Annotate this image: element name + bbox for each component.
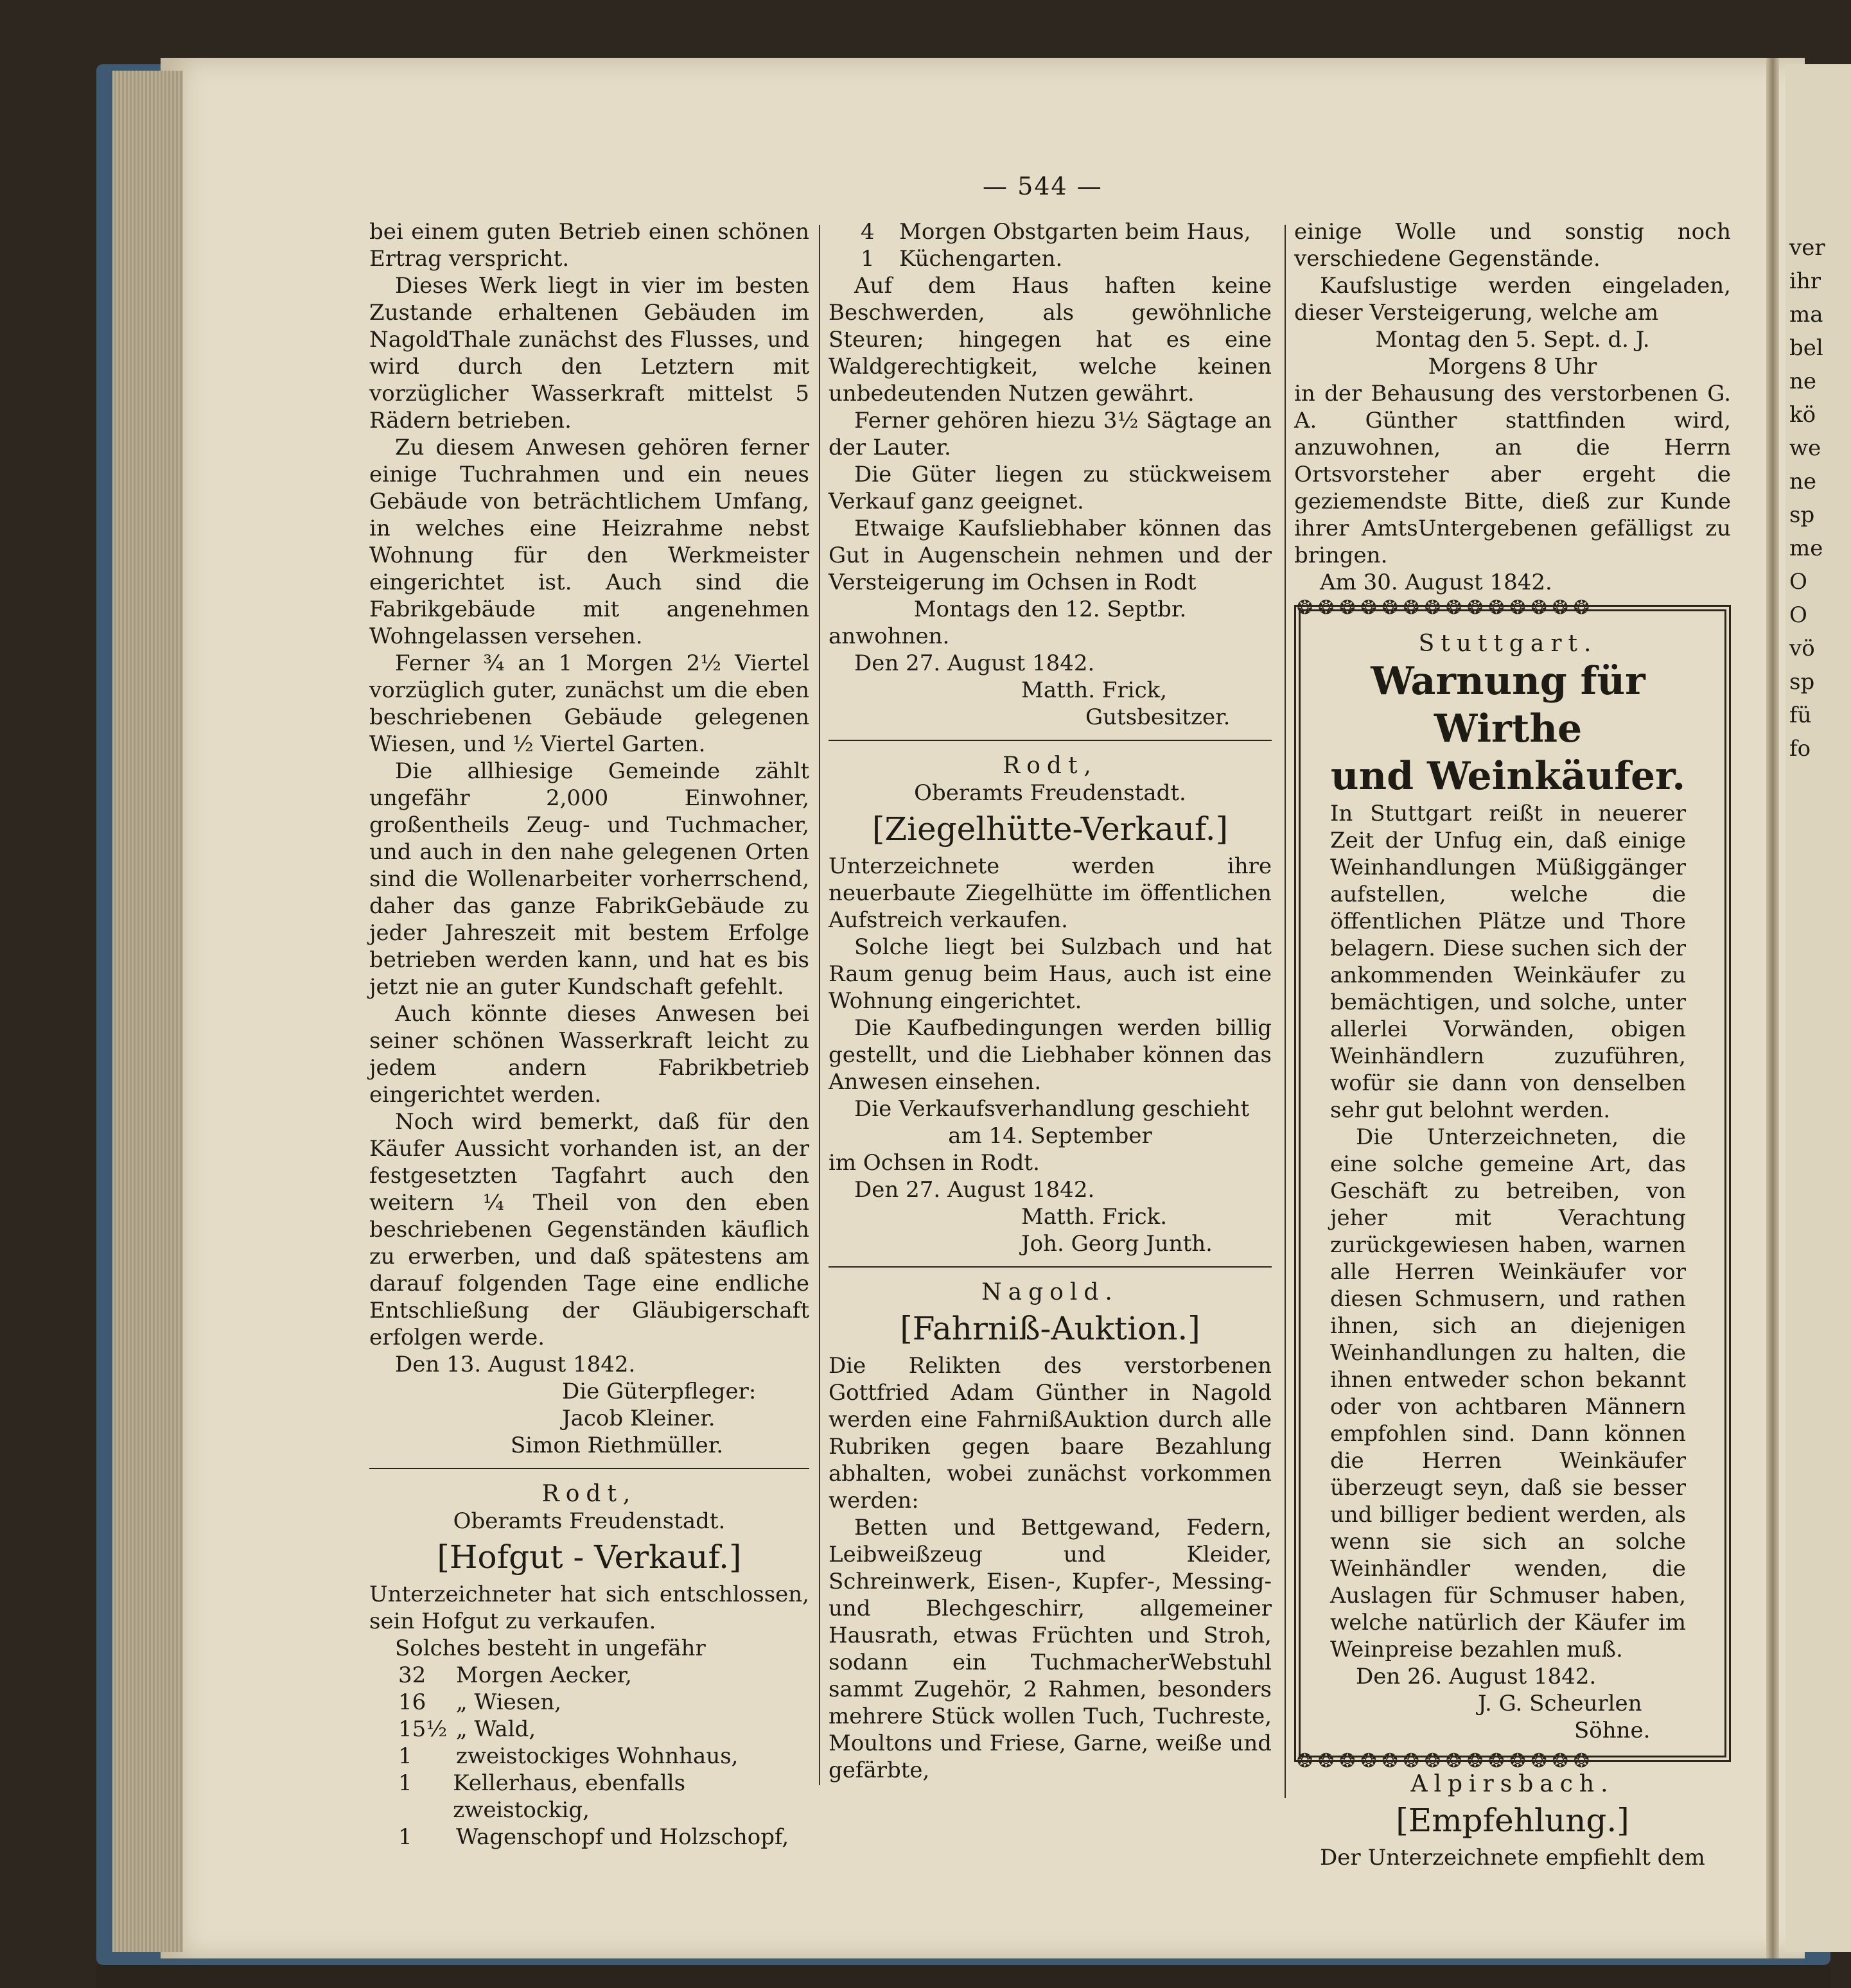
signer: Joh. Georg Junth. [1021,1231,1213,1257]
warning-title: und Weinkäufer. [1330,754,1686,799]
paragraph: in der Behausung des verstorbenen G. A. Günther stattfinden wird, anzuwohnen, an die Herrn Ortsvorsteher aber ergeht die geziemendste Bitte, dieß zur Kunde ihrer AmtsUntergebenen gefälligst zu bringen. [1294,381,1731,568]
warning-notice-frame [1294,597,1731,1772]
facing-page-fragment: fü [1789,702,1812,728]
paragraph: Dieses Werk liegt in vier im besten Zustande erhaltenen Gebäuden im NagoldThale zunächst des Flusses, und wird durch den Letztern mit vorzüglicher Wasserkraft mittelst 5 Rädern betrieben. [369,273,809,433]
date-line: Den 27. August 1842. [854,1177,1095,1203]
facing-page-fragment: kö [1789,402,1816,428]
signer-title: Die Güterpfleger: [562,1379,757,1404]
paragraph: Die Relikten des verstorbenen Gottfried Adam Günther in Nagold werden eine FahrnißAuktion durch alle Rubriken gegen baare Bezahlung abhalten, wobei zunächst vorkommen werden: [829,1353,1272,1513]
sale-day: Montag den 5. Sept. d. J. [1375,327,1650,353]
sale-time: Morgens 8 Uhr [1428,354,1597,379]
signer: Matth. Frick. [1021,1204,1168,1230]
facing-page-fragment: vö [1789,636,1815,661]
ad-heading: [Ziegelhütte-Verkauf.] [872,810,1229,848]
list-item: 15½ „ Wald, [398,1716,536,1742]
list-item: 1 Kellerhaus, ebenfalls zweistockig, [398,1770,686,1823]
date-line: Den 13. August 1842. [395,1352,636,1377]
paragraph: Unterzeichnete werden ihre neuerbaute Ziegelhütte im öffentlichen Aufstreich verkaufen. [829,853,1272,933]
facing-page-fragment: O [1789,602,1807,628]
paragraph: Die Kaufbedingungen werden billig gestellt, und die Liebhaber können das Anwesen einsehen. [829,1015,1272,1095]
book-gutter [1766,58,1779,1958]
facing-page-fragment: we [1789,435,1821,461]
ad-town: Nagold. [981,1279,1119,1305]
signer: Jacob Kleiner. [562,1406,715,1431]
column-1 [369,218,809,1851]
facing-page-fragment: bel [1789,335,1823,361]
separator [369,1468,809,1469]
table-edge [96,1965,1830,1988]
facing-page-fragment: O [1789,569,1807,595]
facing-page-fragment: ma [1789,302,1823,327]
paragraph: Betten und Bettgewand, Federn, Leibweißzeug und Kleider, Schreinwerk, Eisen-, Kupfer-, Messing- und Blechgeschirr, allgemeiner Hausrath, etwas Früchten und Stroh, sodann ein TuchmacherWebstuhl sammt Zugehör, 2 Rahmen, besonders mehrere Stück wollen Tuch, Tuchreste, Moultons und Friese, Garne, weiße und gefärbte, [829,1515,1272,1783]
sale-day: am 14. September [948,1123,1152,1149]
date-line: Am 30. August 1842. [1320,570,1552,595]
paragraph: Unterzeichneter hat sich entschlossen, sein Hofgut zu verkaufen. [369,1582,809,1634]
paragraph: Kaufslustige werden eingeladen, dieser Versteigerung, welche am [1294,273,1731,326]
list-item: 16 „ Wiesen, [398,1689,562,1715]
paragraph: Ferner ¾ an 1 Morgen 2½ Viertel vorzüglich guter, zunächst um die eben beschriebenen Gebäude gelegenen Wiesen, und ½ Viertel Garten. [369,650,809,757]
ad-town: Rodt, [541,1481,637,1507]
signer-role: Gutsbesitzer. [1085,704,1231,730]
list-item: 32 Morgen Aecker, [398,1662,632,1688]
paragraph: Die allhiesige Gemeinde zählt ungefähr 2,000 Einwohner, großentheils Zeug- und Tuchmacher, und auch in den nahe gelegenen Orten sind die Wollenarbeiter vorherrschend, daher das ganze FabrikGebäude zu jeder Jahreszeit mit bestem Erfolge betrieben werden kann, und hat es bis jetzt nie an guter Kundschaft gefehlt. [369,758,809,1000]
paragraph: Solches besteht in ungefähr [395,1635,706,1661]
paragraph: bei einem guten Betrieb einen schönen Ertrag verspricht. [369,219,809,272]
separator [829,740,1272,741]
paragraph: einige Wolle und sonstig noch verschiedene Gegenstände. [1294,219,1731,272]
list-item: 4 Morgen Obstgarten beim Haus, [861,219,1251,245]
paragraph: Solche liegt bei Sulzbach und hat Raum genug beim Haus, auch ist eine Wohnung eingerichtet. [829,934,1272,1014]
ad-heading: [Empfehlung.] [1396,1802,1629,1839]
sale-place: im Ochsen in Rodt. [829,1150,1040,1176]
facing-page-fragment: ver [1789,235,1825,261]
signer: Söhne. [1574,1718,1651,1743]
signer: J. G. Scheurlen [1478,1691,1642,1716]
column-rule [819,225,820,1785]
facing-page-fragment: me [1789,536,1823,561]
list-item: 1 Wagenschopf und Holzschopf, [398,1824,789,1850]
ornament-border-icon: ❂❂❂❂❂❂❂❂❂❂❂❂❂❂ [1297,1750,1595,1772]
ad-district: Oberamts Freudenstadt. [453,1508,726,1534]
date-line: Den 27. August 1842. [854,650,1095,676]
paragraph: Der Unterzeichnete empfiehlt dem [1320,1845,1705,1870]
facing-page [1785,64,1851,1952]
column-3 [1294,218,1731,1871]
signer: Simon Riethmüller. [511,1433,724,1458]
page-stack-edge [112,71,183,1952]
paragraph: Auf dem Haus haften keine Beschwerden, als gewöhnliche Steuren; hingegen hat es eine Waldgerechtigkeit, welche keinen unbedeutenden Nutzen gewährt. [829,273,1272,406]
facing-page-fragment: fo [1789,736,1811,762]
page-number: — 544 — [983,172,1103,200]
ornament-border-icon: ❂❂❂❂❂❂❂❂❂❂❂❂❂❂ [1297,597,1595,619]
facing-page-fragment: sp [1789,669,1815,695]
paragraph: Ferner gehören hiezu 3½ Sägtage an der Lauter. [829,408,1272,460]
list-item: 1 Küchengarten. [861,246,1063,272]
property-list [369,1662,809,1851]
facing-page-fragment: ihr [1789,268,1821,294]
paragraph: Die Unterzeichneten, die eine solche gemeine Art, das Geschäft zu betreiben, von jeher mit Verachtung zurückgewiesen haben, warnen alle Herren Weinkäufer vor diesen Schmusern, und rathen ihnen, sich an diejenigen Weinhandlungen zu halten, die ihnen entweder schon bekannt oder von achtbaren Männern empfohlen sind. Dann können die Herren Weinkäufer überzeugt seyn, daß sie besser und billiger bedient werden, als wenn sie sich an solche Weinhändler wenden, die Auslagen für Schmuser haben, welche natürlich der Käufer im Weinpreise bezahlen muß. [1330,1124,1686,1662]
facing-page-fragment: ne [1789,469,1817,494]
ad-heading: [Hofgut - Verkauf.] [437,1539,742,1576]
paragraph: Noch wird bemerkt, daß für den Käufer Aussicht vorhanden ist, an der festgesetzten Tagfahrt auch den weitern ¼ Theil von den eben beschriebenen Gegenständen käuflich zu erwerben, und daß spätestens am darauf folgenden Tage eine endliche Entschließung der Gläubigerschaft erfolgen werde. [369,1109,809,1350]
signer: Matth. Frick, [1021,677,1168,703]
ad-district: Oberamts Freudenstadt. [914,780,1186,806]
ad-town: Alpirsbach. [1410,1771,1615,1797]
ad-town: Rodt, [1003,753,1098,779]
facing-page-fragment: ne [1789,369,1817,394]
ad-heading: [Fahrniß-Auktion.] [900,1310,1200,1347]
paragraph: Die Güter liegen zu stückweisem Verkauf ganz geeignet. [829,462,1272,514]
list-item: 1 zweistockiges Wohnhaus, [398,1743,739,1769]
ad-town: Stuttgart. [1418,631,1598,657]
facing-page-fragment: sp [1789,502,1815,528]
date-line: Den 26. August 1842. [1356,1664,1597,1689]
column-2 [829,218,1272,1784]
paragraph: anwohnen. [829,623,950,649]
column-rule [1285,225,1286,1798]
sale-day: Montags den 12. Septbr. [913,597,1187,622]
paragraph: Zu diesem Anwesen gehören ferner einige Tuchrahmen und ein neues Gebäude von beträchtlichem Umfang, in welches eine Heizrahme nebst Wohnung für den Werkmeister eingerichtet ist. Auch sind die Fabrikgebäude mit angenehmen Wohngelassen versehen. [369,435,809,649]
paragraph: Auch könnte dieses Anwesen bei seiner schönen Wasserkraft leicht zu jedem andern Fabrikbetrieb eingerichtet werden. [369,1001,809,1108]
warning-title: Warnung für Wirthe [1371,659,1645,751]
paragraph: In Stuttgart reißt in neuerer Zeit der Unfug ein, daß einige Weinhandlungen Müßiggänger aufstellen, welche die öffentlichen Plätze und Thore belagern. Diese suchen sich der ankommenden Weinkäufer zu bemächtigen, und solche, unter allerlei Vorwänden, obigen Weinhändlern zuzuführen, wofür sie dann von denselben sehr gut belohnt werden. [1330,801,1686,1123]
separator [829,1266,1272,1268]
paragraph: Etwaige Kaufsliebhaber können das Gut in Augenschein nehmen und der Versteigerung im Ochsen in Rodt [829,516,1272,595]
paragraph: Die Verkaufsverhandlung geschieht [854,1096,1250,1122]
